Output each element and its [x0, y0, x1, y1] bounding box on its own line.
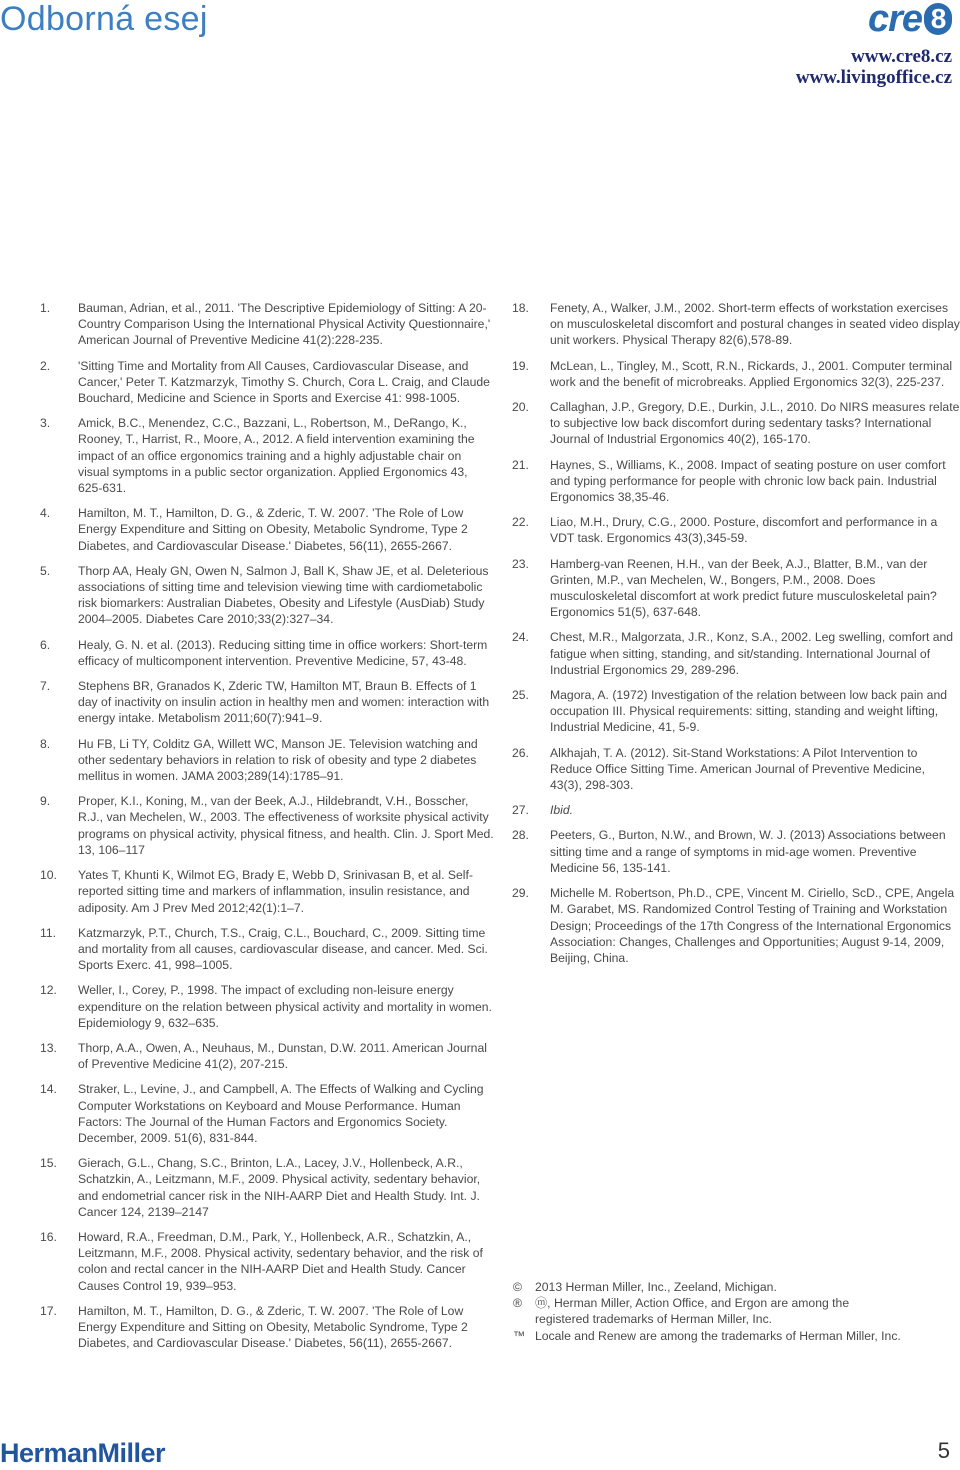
reference-item: [40, 678, 495, 727]
reference-item: [512, 827, 960, 876]
reference-number: 1.: [40, 301, 51, 315]
reference-number: 6.: [40, 637, 51, 652]
reference-text: Magora, A. (1972) Investigation of the relation between low back pain and occupation III. Physical requirements: sitting, standing and weight lifting, Industrial Medicine, 41, 5-9.: [550, 688, 948, 735]
reference-number: 26.: [512, 745, 529, 760]
reference-item: [40, 925, 495, 974]
copyright-line: [513, 1279, 953, 1295]
reference-text: Howard, R.A., Freedman, D.M., Park, Y., Hollenbeck, A.R., Schatzkin, A., Leitzmann, M.F., 2008. Physical activity, sedentary behavior, and the risk of colon and rectal cancer in the NIH-AARP Diet and Health Study. Cancer Causes Control 19, 939–953.: [78, 1229, 483, 1293]
reference-number: 28.: [512, 828, 529, 843]
reference-number: 5.: [40, 563, 51, 578]
reference-number: 18.: [512, 301, 529, 315]
reference-text: Michelle M. Robertson, Ph.D., CPE, Vincent M. Ciriello, ScD., CPE, Angela M. Garabet, MS. Randomized Control Testing of Training and Workstation Design; Proceedings of the 17th Congress of the International Ergonomics Association: Changes, Challenges and Opportunities; August 9-14, 2009, Beijing, China.: [550, 886, 955, 965]
reference-item: [512, 300, 960, 349]
reference-number: 25.: [512, 688, 529, 703]
reference-item: [40, 415, 495, 496]
reference-text: Haynes, S., Williams, K., 2008. Impact of seating posture on user comfort and typing performance for people with chronic low back pain. Industrial Ergonomics 38,35-46.: [550, 457, 946, 505]
logo-digit: 8: [924, 3, 952, 35]
reference-item: [40, 1229, 495, 1294]
reference-number: 4.: [40, 506, 51, 521]
reference-text: Hamilton, M. T., Hamilton, D. G., & Zderic, T. W. 2007. 'The Role of Low Energy Expenditure and Sitting on Obesity, Metabolic Syndrome, Type 2 Diabetes, and Cardiovascular Disease.' Diabetes, 56(11), 2655-2667.: [78, 506, 468, 553]
reference-number: 29.: [512, 886, 529, 901]
reference-text: Stephens BR, Granados K, Zderic TW, Hamilton MT, Braun B. Effects of 1 day of inactivity on insulin action in healthy men and women: interaction with energy intake. Metabolism 2011;60(7):941–9.: [78, 679, 490, 726]
header-urls: [796, 46, 952, 88]
hermanmiller-logo: HermanMiller: [0, 1438, 166, 1468]
cre8-logo: [868, 0, 952, 38]
reference-item: [512, 687, 960, 736]
reference-text: Alkhajah, T. A. (2012). Sit-Stand Workstations: A Pilot Intervention to Reduce Office Sitting Time. American Journal of Preventive Medicine, 43(3), 298-303.: [550, 745, 926, 793]
reference-text: Ibid.: [550, 803, 574, 818]
reference-item: [512, 358, 960, 390]
reference-text: Peeters, G., Burton, N.W., and Brown, W. J. (2013) Associations between sitting time and a range of symptoms in mid-age women. Preventive Medicine 56, 135-141.: [550, 828, 946, 875]
reference-item: [40, 637, 495, 669]
reference-text: Proper, K.I., Koning, M., van der Beek, A.J., Hildebrandt, V.H., Bosscher, R.J., van Mechelen, W., 2003. The effectiveness of worksite physical activity programs on physical activity, physical fitness, and health. Clin. J. Sport Med. 13, 106–117: [78, 794, 494, 857]
reference-number: 12.: [40, 983, 57, 998]
reference-item: [40, 1040, 495, 1072]
reference-text: McLean, L., Tingley, M., Scott, R.N., Rickards, J., 2001. Computer terminal work and the benefit of microbreaks. Applied Ergonomics 32(3), 225-237.: [550, 358, 953, 389]
legal-notice: [513, 1279, 953, 1344]
reference-text: 'Sitting Time and Mortality from All Causes, Cardiovascular Disease, and Cancer,' Peter T. Katzmarzyk, Timothy S. Church, Cora L. Craig, and Claude Bouchard, Medicine and Science in Sports and Exercise 41: 998-1005.: [78, 358, 490, 406]
reference-text: Thorp, A.A., Owen, A., Neuhaus, M., Dunstan, D.W. 2011. American Journal of Preventive Medicine 41(2), 207-215.: [78, 1040, 487, 1072]
reference-number: 20.: [512, 400, 529, 415]
reference-text: Healy, G. N. et al. (2013). Reducing sitting time in office workers: Short-term efficacy of multicomponent intervention. Preventive Medicine, 57, 43-48.: [78, 637, 488, 668]
reference-number: 19.: [512, 358, 529, 373]
reference-text: Weller, I., Corey, P., 1998. The impact of excluding non-leisure energy expenditure on the relation between physical activity and mortality in women. Epidemiology 9, 632–635.: [78, 983, 492, 1030]
reference-text: Thorp AA, Healy GN, Owen N, Salmon J, Ball K, Shaw JE, et al. Deleterious associations of sitting time and television viewing time with cardiometabolic risk biomarkers: Australian Diabetes, Obesity and Lifestyle (AusDiab) Study 2004–2005. Diabetes Care 2010;33(2):327–34.: [78, 563, 489, 627]
reference-item: [512, 629, 960, 678]
reference-number: 10.: [40, 868, 57, 883]
reference-item: [512, 556, 960, 621]
reference-item: [512, 457, 960, 506]
reference-item: [40, 358, 495, 407]
reference-item: [40, 505, 495, 554]
reference-number: 2.: [40, 358, 51, 373]
reference-item: [40, 1081, 495, 1146]
reference-number: 22.: [512, 515, 529, 530]
reference-text: Liao, M.H., Drury, C.G., 2000. Posture, discomfort and performance in a VDT task. Ergonomics 43(3),345-59.: [550, 515, 938, 546]
reference-text: Chest, M.R., Malgorzata, J.R., Konz, S.A., 2002. Leg swelling, comfort and fatigue when sitting, standing, and sit/standing. International Journal of Industrial Ergonomics 29, 289-296.: [550, 630, 954, 677]
reference-number: 16.: [40, 1229, 57, 1244]
reference-number: 7.: [40, 679, 51, 694]
reference-text: Bauman, Adrian, et al., 2011. 'The Descriptive Epidemiology of Sitting: A 20-Country Comparison Using the International Physical Activity Questionnaire,' American Journal of Preventive Medicine 41(2):228-235.: [78, 301, 491, 348]
reference-number: 24.: [512, 630, 529, 645]
copyright-text: 2013 Herman Miller, Inc., Zeeland, Michigan.: [535, 1280, 777, 1294]
reference-number: 9.: [40, 794, 51, 809]
trademark-icon: ™: [513, 1328, 526, 1343]
reference-number: 11.: [40, 925, 57, 940]
reference-number: 3.: [40, 416, 51, 431]
reference-number: 13.: [40, 1040, 57, 1055]
page-number: 5: [937, 1438, 950, 1463]
reference-text: Fenety, A., Walker, J.M., 2002. Short-term effects of workstation exercises on musculoskeletal discomfort and postural changes in seated video display unit workers. Physical Therapy 82(6),578-89.: [550, 301, 960, 348]
reference-text: Gierach, G.L., Chang, S.C., Brinton, L.A., Lacey, J.V., Hollenbeck, A.R., Schatzkin, A., Leitzmann, M.F., 2009. Physical activity, sedentary behavior, and endometrial cancer risk in the NIH-AARP Diet and Health Study. Int. J. Cancer 124, 2139–2147: [78, 1156, 481, 1219]
reference-item: [40, 867, 495, 916]
logo-text: cre: [867, 0, 922, 40]
trademark-line: [513, 1328, 953, 1344]
reference-text: Katzmarzyk, P.T., Church, T.S., Craig, C.L., Bouchard, C., 2009. Sitting time and mortality from all causes, cardiovascular disease, and cancer. Med. Sci. Sports Exerc. 41, 998–1005.: [78, 925, 488, 973]
reference-text: Hamilton, M. T., Hamilton, D. G., & Zderic, T. W. 2007. 'The Role of Low Energy Expenditure and Sitting on Obesity, Metabolic Syndrome, Type 2 Diabetes, and Cardiovascular Disease.' Diabetes, 56(11), 2655-2667.: [78, 1303, 468, 1351]
reference-number: 15.: [40, 1156, 57, 1171]
reference-item: [40, 736, 495, 785]
reference-number: 27.: [512, 803, 529, 818]
reference-item: [40, 300, 495, 349]
url-livingoffice[interactable]: www.livingoffice.cz: [795, 67, 952, 88]
reference-text: Hu FB, Li TY, Colditz GA, Willett WC, Manson JE. Television watching and other sedentary behaviors in relation to risk of obesity and type 2 diabetes mellitus in women. JAMA 2003;289(14):1785–91.: [78, 736, 478, 784]
references-right-column: [512, 300, 960, 975]
reference-number: 21.: [512, 457, 529, 472]
reference-item: [40, 793, 495, 858]
registered-text: ⓜ, Herman Miller, Action Office, and Ergon are among the: [535, 1296, 850, 1311]
reference-item: [512, 399, 960, 448]
reference-item: [512, 802, 960, 818]
registered-text-continued: registered trademarks of Herman Miller, Inc.: [535, 1312, 773, 1327]
registered-icon: ®: [513, 1296, 522, 1311]
references-left-column: [40, 300, 495, 1360]
reference-number: 17.: [40, 1303, 57, 1318]
reference-text: Hamberg-van Reenen, H.H., van der Beek, A.J., Blatter, B.M., van der Grinten, M.P., van Mechelen, W., Bongers, P.M., 2008. Does musculoskeletal discomfort at work predict future musculoskeletal pain? Ergonomics 51(5), 637-648.: [550, 556, 937, 620]
reference-item: [512, 514, 960, 546]
url-cre8[interactable]: www.cre8.cz: [851, 46, 952, 67]
reference-item: [40, 563, 495, 628]
reference-number: 23.: [512, 556, 529, 571]
reference-number: 8.: [40, 736, 51, 751]
copyright-icon: ©: [513, 1280, 522, 1294]
registered-line: [513, 1295, 953, 1311]
reference-item: [40, 1303, 495, 1352]
reference-item: [40, 982, 495, 1031]
reference-text: Callaghan, J.P., Gregory, D.E., Durkin, J.L., 2010. Do NIRS measures relate to subjective low back discomfort during sedentary tasks? International Journal of Industrial Ergonomics 40(2), 165-170.: [550, 400, 960, 447]
reference-item: [512, 885, 960, 966]
reference-number: 14.: [40, 1082, 57, 1097]
page-title: Odborná esej: [0, 0, 208, 38]
trademark-text: Locale and Renew are among the trademarks of Herman Miller, Inc.: [535, 1328, 901, 1343]
reference-text: Amick, B.C., Menendez, C.C., Bazzani, L., Robertson, M., DeRango, K., Rooney, T., Harrist, R., Moore, A., 2012. A field intervention examining the impact of an office ergonomics training and a highly adjustable chair on visual symptoms in a public sector organization. Applied Ergonomics 43, 625-631.: [78, 416, 475, 496]
reference-item: [512, 745, 960, 794]
reference-item: [40, 1155, 495, 1220]
reference-text: Straker, L., Levine, J., and Campbell, A. The Effects of Walking and Cycling Computer Workstations on Keyboard and Mouse Performance. Human Factors: The Journal of the Human Factors and Ergonomics Society. December, 2009. 51(6), 831-844.: [78, 1082, 484, 1145]
reference-text: Yates T, Khunti K, Wilmot EG, Brady E, Webb D, Srinivasan B, et al. Self-reported sitting time and markers of inflammation, insulin resistance, and adiposity. Am J Prev Med 2012;42(1):1–7.: [78, 868, 473, 915]
